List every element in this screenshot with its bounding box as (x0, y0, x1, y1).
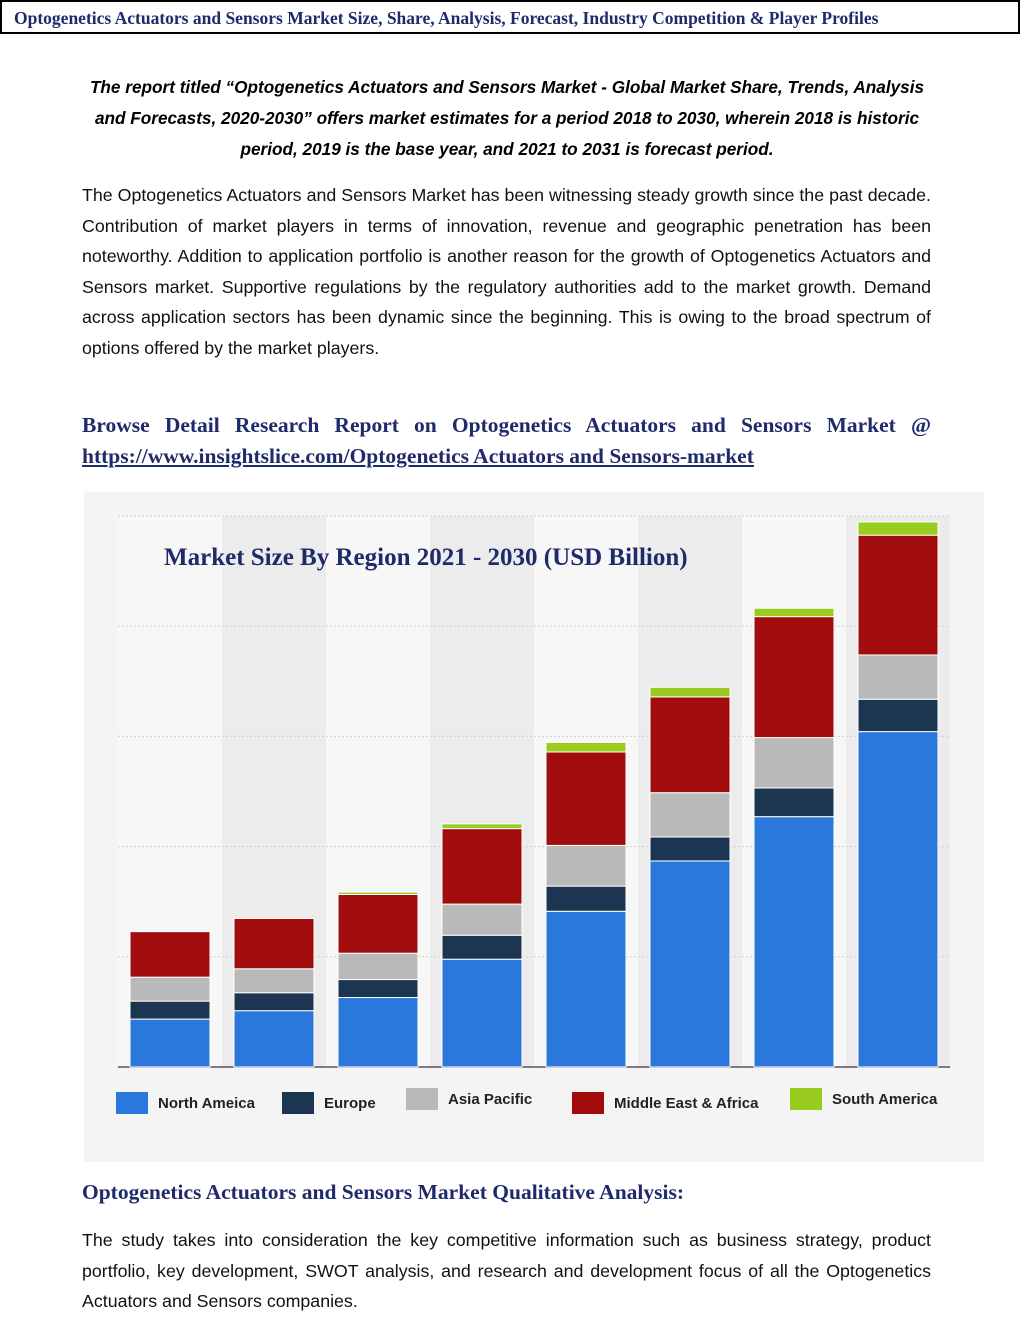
bar-segment (234, 918, 314, 968)
bar-segment (858, 522, 938, 535)
bar-segment (442, 824, 522, 829)
bar-segment (858, 699, 938, 731)
bar-segment (442, 904, 522, 935)
bar-segment (442, 959, 522, 1067)
bar-segment (130, 1001, 210, 1019)
chart-title: Market Size By Region 2021 - 2030 (USD Billion) (164, 544, 688, 571)
bar-segment (546, 752, 626, 845)
intro-text: The report titled “Optogenetics Actuators and Sensors Market - Global Market Share, Trends, Analysis and Forecasts, 2020-2030” offers market estimates for a period 2018 to 2030, wherein 2018 is historic period, 2019 is the base year, and 2021 to 2031 is forecast period. (89, 77, 925, 159)
bar-segment (338, 895, 418, 954)
legend-item (572, 1092, 758, 1114)
bar-segment (130, 1019, 210, 1067)
bar-segment (338, 980, 418, 998)
legend-item (790, 1088, 937, 1110)
qualitative-analysis-heading: Optogenetics Actuators and Sensors Market Qualitative Analysis: (82, 1180, 684, 1204)
bar-segment (442, 935, 522, 959)
bar-segment (858, 655, 938, 699)
bar-segment (650, 697, 730, 793)
legend-label: Asia Pacific (448, 1090, 533, 1108)
legend-label: North Ameica (158, 1094, 255, 1112)
bar-segment (650, 861, 730, 1067)
bar-segment (234, 993, 314, 1011)
legend-swatch (406, 1088, 438, 1110)
bar-segment (234, 1011, 314, 1067)
bar-segment (650, 837, 730, 861)
bar-segment (858, 535, 938, 655)
report-link[interactable]: https://www.insightslice.com/Optogenetics Actuators and Sensors-market (82, 444, 754, 468)
bar-segment (754, 788, 834, 817)
bar-segment (130, 932, 210, 978)
legend-label: Middle East & Africa (614, 1094, 759, 1112)
legend-item (116, 1092, 255, 1114)
bar-segment (858, 732, 938, 1067)
legend-swatch (116, 1092, 148, 1114)
bar-segment (650, 687, 730, 697)
legend-label: Europe (324, 1094, 376, 1112)
bar-segment (234, 969, 314, 993)
bar-segment (754, 738, 834, 788)
bar-segment (754, 617, 834, 738)
bar-segment (546, 911, 626, 1067)
header-title: Optogenetics Actuators and Sensors Market Size, Share, Analysis, Forecast, Industry Competition & Player Profiles (14, 8, 879, 28)
market-size-chart (84, 492, 984, 1162)
bar-segment (546, 845, 626, 886)
bar-segment (338, 892, 418, 894)
legend-swatch (282, 1092, 314, 1114)
bar-segment (442, 829, 522, 904)
legend-swatch (572, 1092, 604, 1114)
bar-segment (546, 742, 626, 752)
browse-label: Browse Detail Research Report on Optogenetics Actuators and Sensors Market @ (82, 413, 931, 437)
legend-swatch (790, 1088, 822, 1110)
bar-segment (754, 817, 834, 1067)
legend-label: South America (832, 1090, 938, 1108)
legend-item (282, 1092, 376, 1114)
header-bar (0, 0, 1020, 34)
browse-block (82, 410, 931, 472)
bar-segment (754, 608, 834, 616)
legend-item (406, 1088, 532, 1110)
chart-legend (114, 1090, 974, 1120)
chart-svg (84, 492, 984, 1162)
bar-segment (650, 793, 730, 837)
bar-segment (130, 977, 210, 1001)
paragraph-overview: The Optogenetics Actuators and Sensors Market has been witnessing steady growth since the past decade. Contribution of market players in terms of innovation, revenue and geographic penetration has been noteworthy. Addition to application portfolio is another reason for the growth of Optogenetics Actuators and Sensors market. Supportive regulations by the regulatory authorities add to the market growth. Demand across application sectors has been dynamic since the beginning. This is owing to the broad spectrum of options offered by the market players. (82, 185, 931, 358)
paragraph-qualitative: The study takes into consideration the key competitive information such as business strategy, product portfolio, key development, SWOT analysis, and research and development focus of all the Optogenetics Actuators and Sensors companies. (82, 1230, 931, 1312)
bar-segment (546, 886, 626, 911)
bar-segment (338, 998, 418, 1067)
bar-segment (338, 953, 418, 979)
